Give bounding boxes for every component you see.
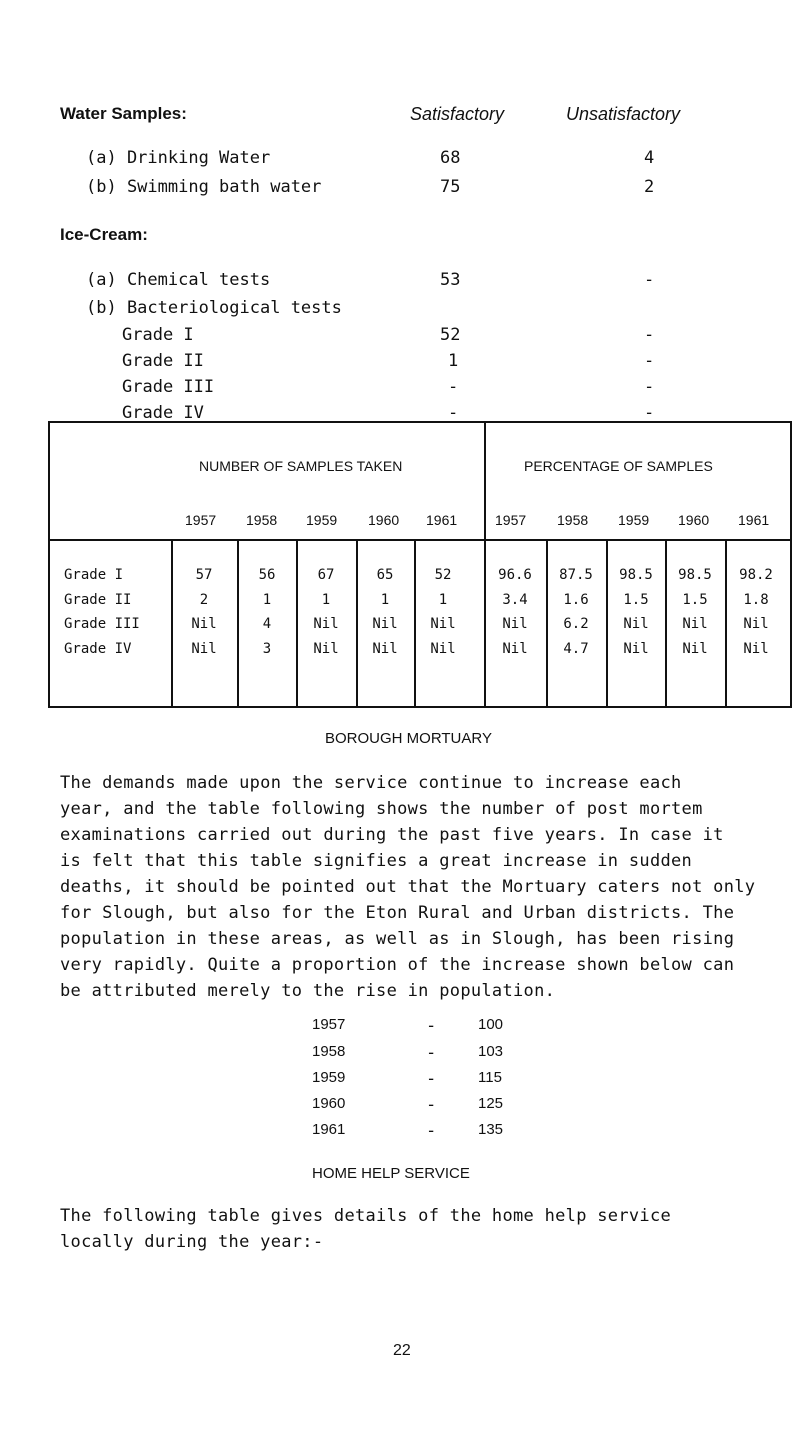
table-cell-number: Nil bbox=[191, 641, 217, 657]
table-cell-percentage: Nil bbox=[682, 641, 708, 657]
exam-year: 1961 bbox=[312, 1121, 346, 1138]
year-header: 1959 bbox=[618, 512, 650, 528]
water-row-unsatisfactory: 4 bbox=[644, 148, 655, 168]
year-header: 1959 bbox=[306, 512, 338, 528]
ice-row-label: Grade IV bbox=[122, 403, 204, 423]
table-cell-percentage: 98.5 bbox=[619, 567, 653, 583]
year-header: 1961 bbox=[426, 512, 458, 528]
water-row-unsatisfactory: 2 bbox=[644, 177, 655, 197]
table-cell-number: 67 bbox=[317, 567, 335, 583]
water-row-satisfactory: 68 bbox=[440, 148, 461, 168]
ice-row-label: (a) Chemical tests bbox=[86, 270, 271, 290]
table-cell-percentage: 1.5 bbox=[623, 592, 649, 608]
table-cell-percentage: Nil bbox=[623, 616, 649, 632]
exam-count: 115 bbox=[478, 1069, 502, 1086]
table-col-line bbox=[665, 539, 667, 708]
table-cell-number: 1 bbox=[321, 592, 331, 608]
year-header: 1960 bbox=[678, 512, 710, 528]
table-cell-number: 1 bbox=[438, 592, 448, 608]
exam-dash: - bbox=[426, 1016, 437, 1036]
table-cell-number: 1 bbox=[380, 592, 390, 608]
paragraph-line: The following table gives details of the home help service bbox=[60, 1206, 672, 1226]
exam-dash: - bbox=[426, 1121, 437, 1141]
year-header: 1960 bbox=[368, 512, 400, 528]
paragraph-line: for Slough, but also for the Eton Rural and Urban districts. The bbox=[60, 903, 735, 923]
ice-cream-heading: Ice-Cream: bbox=[60, 225, 148, 244]
table-cell-percentage: Nil bbox=[743, 641, 769, 657]
table-cell-number: 2 bbox=[199, 592, 209, 608]
table-col-line bbox=[606, 539, 608, 708]
exam-year: 1958 bbox=[312, 1043, 346, 1060]
group-header-percentage: PERCENTAGE OF SAMPLES bbox=[524, 458, 713, 474]
year-header: 1958 bbox=[246, 512, 278, 528]
table-cell-percentage: Nil bbox=[682, 616, 708, 632]
table-grade-label: Grade II bbox=[64, 592, 132, 608]
table-col-line bbox=[725, 539, 727, 708]
ice-row-label: Grade III bbox=[122, 377, 215, 397]
table-col-line bbox=[237, 539, 239, 708]
table-cell-number: Nil bbox=[191, 616, 217, 632]
table-cell-percentage: Nil bbox=[502, 616, 528, 632]
table-col-line bbox=[546, 539, 548, 708]
table-cell-percentage: Nil bbox=[623, 641, 649, 657]
home-help-heading: HOME HELP SERVICE bbox=[312, 1165, 470, 1182]
table-cell-percentage: 96.6 bbox=[498, 567, 532, 583]
table-group-divider bbox=[484, 421, 486, 708]
table-cell-number: Nil bbox=[372, 616, 398, 632]
table-grade-label: Grade III bbox=[64, 616, 140, 632]
ice-row-satisfactory: - bbox=[448, 403, 459, 423]
table-cell-percentage: 1.6 bbox=[563, 592, 589, 608]
table-cell-number: Nil bbox=[430, 641, 456, 657]
ice-row-satisfactory: 1 bbox=[448, 351, 459, 371]
table-cell-number: 57 bbox=[195, 567, 213, 583]
exam-count: 125 bbox=[478, 1095, 504, 1112]
ice-row-satisfactory: 52 bbox=[440, 325, 461, 345]
ice-row-satisfactory: - bbox=[448, 377, 459, 397]
group-header-number: NUMBER OF SAMPLES TAKEN bbox=[199, 458, 403, 474]
paragraph-line: year, and the table following shows the number of post mortem bbox=[60, 799, 703, 819]
table-cell-number: Nil bbox=[372, 641, 398, 657]
table-grade-label: Grade I bbox=[64, 567, 124, 583]
mortuary-paragraph bbox=[60, 770, 780, 1004]
paragraph-line: deaths, it should be pointed out that the Mortuary caters not only bbox=[60, 877, 756, 897]
exam-year: 1960 bbox=[312, 1095, 346, 1112]
table-cell-percentage: 1.8 bbox=[743, 592, 769, 608]
ice-row-unsatisfactory: - bbox=[644, 351, 655, 371]
table-cell-percentage: Nil bbox=[743, 616, 769, 632]
table-cell-number: 1 bbox=[262, 592, 272, 608]
table-col-line bbox=[356, 539, 358, 708]
table-cell-number: Nil bbox=[430, 616, 456, 632]
table-col-line bbox=[414, 539, 416, 708]
paragraph-line: examinations carried out during the past five years. In case it bbox=[60, 825, 724, 845]
water-row-satisfactory: 75 bbox=[440, 177, 461, 197]
ice-row-unsatisfactory: - bbox=[644, 325, 655, 345]
ice-row-unsatisfactory: - bbox=[644, 377, 655, 397]
ice-row-satisfactory: 53 bbox=[440, 270, 461, 290]
table-cell-number: Nil bbox=[313, 641, 339, 657]
paragraph-line: population in these areas, as well as in Slough, has been rising bbox=[60, 929, 735, 949]
table-header-divider bbox=[48, 539, 792, 541]
col-satisfactory: Satisfactory bbox=[410, 104, 505, 124]
exam-year: 1957 bbox=[312, 1016, 346, 1033]
exam-dash: - bbox=[426, 1043, 437, 1063]
table-cell-number: 4 bbox=[262, 616, 272, 632]
table-cell-number: 3 bbox=[262, 641, 272, 657]
ice-row-label: Grade I bbox=[122, 325, 194, 345]
mortuary-heading: BOROUGH MORTUARY bbox=[325, 730, 492, 747]
table-cell-number: 65 bbox=[376, 567, 394, 583]
water-row-label: (a) Drinking Water bbox=[86, 148, 271, 168]
table-cell-percentage: 87.5 bbox=[559, 567, 593, 583]
ice-row-label: (b) Bacteriological tests bbox=[86, 298, 342, 318]
paragraph-line: The demands made upon the service continue to increase each bbox=[60, 773, 682, 793]
table-cell-percentage: 98.2 bbox=[739, 567, 773, 583]
exam-dash: - bbox=[426, 1095, 437, 1115]
paragraph-line: very rapidly. Quite a proportion of the increase shown below can bbox=[60, 955, 735, 975]
col-unsatisfactory: Unsatisfactory bbox=[566, 104, 681, 124]
table-col-line bbox=[171, 539, 173, 708]
table-col-line bbox=[296, 539, 298, 708]
exam-count: 103 bbox=[478, 1043, 504, 1060]
year-header: 1958 bbox=[557, 512, 589, 528]
year-header: 1957 bbox=[495, 512, 527, 528]
paragraph-line: is felt that this table signifies a great increase in sudden bbox=[60, 851, 693, 871]
table-cell-number: 52 bbox=[434, 567, 452, 583]
year-header: 1957 bbox=[185, 512, 217, 528]
exam-count: 135 bbox=[478, 1121, 504, 1138]
table-cell-percentage: Nil bbox=[502, 641, 528, 657]
exam-year: 1959 bbox=[312, 1069, 346, 1086]
table-cell-number: 56 bbox=[258, 567, 276, 583]
ice-row-label: Grade II bbox=[122, 351, 204, 371]
exam-count: 100 bbox=[478, 1016, 504, 1033]
paragraph-line: be attributed merely to the rise in population. bbox=[60, 981, 556, 1001]
water-row-label: (b) Swimming bath water bbox=[86, 177, 322, 197]
table-cell-percentage: 6.2 bbox=[563, 616, 589, 632]
home-help-paragraph bbox=[60, 1203, 780, 1255]
water-samples-heading: Water Samples: bbox=[60, 104, 187, 123]
year-header: 1961 bbox=[738, 512, 770, 528]
table-cell-percentage: 4.7 bbox=[563, 641, 589, 657]
paragraph-line: locally during the year:- bbox=[60, 1232, 324, 1252]
table-cell-percentage: 98.5 bbox=[678, 567, 712, 583]
ice-row-unsatisfactory: - bbox=[644, 403, 655, 423]
page-number: 22 bbox=[393, 1342, 411, 1359]
table-cell-percentage: 1.5 bbox=[682, 592, 708, 608]
table-cell-number: Nil bbox=[313, 616, 339, 632]
table-cell-percentage: 3.4 bbox=[502, 592, 528, 608]
exam-dash: - bbox=[426, 1069, 437, 1089]
ice-row-unsatisfactory: - bbox=[644, 270, 655, 290]
table-grade-label: Grade IV bbox=[64, 641, 132, 657]
